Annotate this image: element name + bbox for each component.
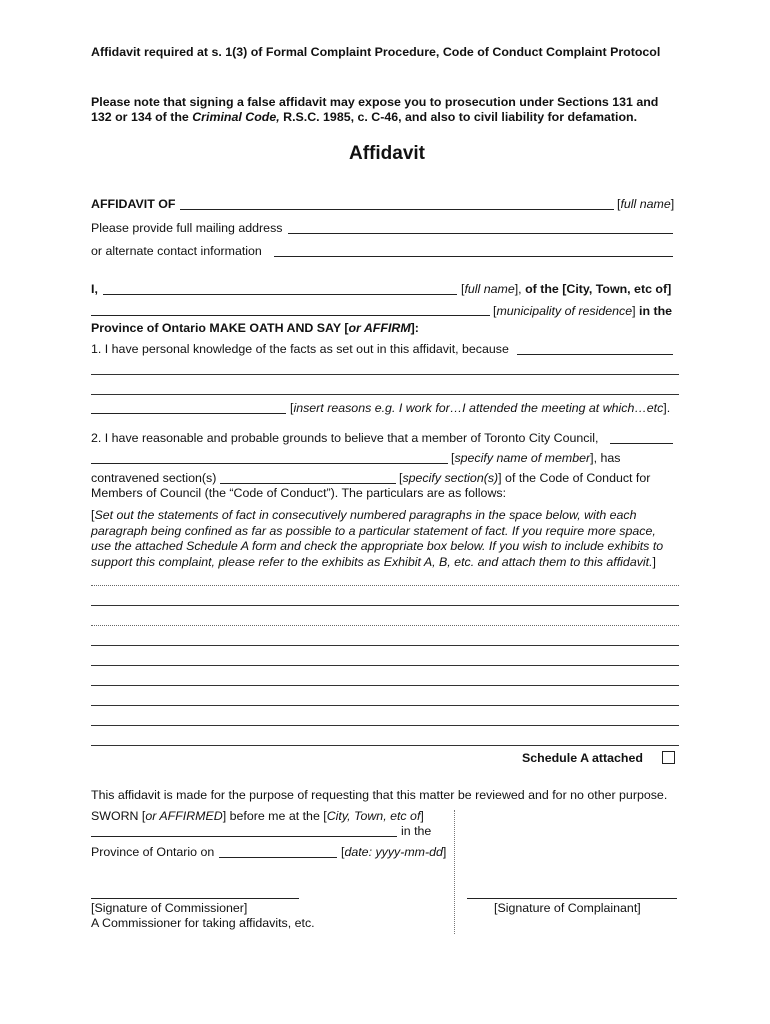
commissioner-note: A Commissioner for taking affidavits, etc. [91,916,315,930]
member-name-field[interactable] [91,463,448,464]
warning-line-1: Please note that signing a false affidavit may expose you to prosecution under Sections 131 and [91,95,659,109]
criminal-code-label: Criminal Code, [192,110,280,124]
requirement-heading: Affidavit required at s. 1(3) of Formal Complaint Procedure, Code of Conduct Complaint Protocol [91,45,661,59]
members-of-council-line: Members of Council (the “Code of Conduct”). The particulars are as follows: [91,486,507,500]
alternate-contact-label: or alternate contact information [91,244,262,258]
para1-line[interactable] [91,394,679,395]
commissioner-signature-field[interactable] [91,898,299,899]
i-label: I, [91,282,98,296]
statement-line[interactable] [91,725,679,726]
para1-field[interactable] [517,354,673,355]
page-title: Affidavit [349,143,425,164]
alternate-contact-field[interactable] [274,256,673,257]
contravened-label: contravened section(s) [91,471,217,485]
municipality-field[interactable] [91,315,490,316]
affidavit-of-label: AFFIDAVIT OF [91,197,176,211]
warning-text-end: R.S.C. 1985, c. C-46, and also to civil liability for defamation. [279,110,638,124]
deponent-name-field[interactable] [103,294,457,295]
reasons-field[interactable] [91,413,286,414]
instructions-text: [Set out the statements of fact in consecutively numbered paragraphs in the space below, with each paragraph being confined as far as possible to a particular statement of fact. If you require more space, use the attached Schedule A form and check the appropriate box below. If you wish to include exhibits to support this complaint, please refer to the exhibits as Exhibit A, B, etc. and attach them to this affidavit.] [91,508,664,569]
statement-line[interactable] [91,605,679,606]
sworn-city-field[interactable] [91,836,397,837]
mailing-address-field[interactable] [288,233,673,234]
purpose-statement: This affidavit is made for the purpose of requesting that this matter be reviewed and for no other purpose. [91,788,668,802]
statement-line[interactable] [91,745,679,746]
para2-text: 2. I have reasonable and probable grounds to believe that a member of Toronto City Council, [91,431,599,445]
mailing-address-label: Please provide full mailing address [91,221,283,235]
sworn-line: SWORN [or AFFIRMED] before me at the [City, Town, etc of] [91,809,424,823]
commissioner-signature-label: [Signature of Commissioner] [91,901,248,915]
complainant-signature-label: [Signature of Complainant] [494,901,641,915]
warning-text: 132 or 134 of the [91,110,193,124]
statement-line[interactable] [91,625,679,626]
sworn-date-field[interactable] [219,857,337,858]
date-hint: [date: yyyy-mm-dd] [341,845,447,859]
province-on-label: Province of Ontario on [91,845,215,859]
statement-line[interactable] [91,685,679,686]
in-the-label: in the [401,824,432,838]
municipality-hint: [municipality of residence] in the [493,304,673,318]
reasons-hint: [insert reasons e.g. I work for…I attended the meeting at which…etc]. [290,401,671,415]
para1-line[interactable] [91,374,679,375]
statement-line[interactable] [91,585,679,586]
complainant-signature-field[interactable] [467,898,677,899]
full-name-hint: [full name] [617,197,675,211]
para2-field[interactable] [610,443,673,444]
statement-line[interactable] [91,665,679,666]
affiant-name-field[interactable] [180,209,614,210]
make-oath-line: Province of Ontario MAKE OATH AND SAY [or AFFIRM]: [91,321,419,335]
schedule-a-checkbox[interactable] [662,751,675,764]
section-hint: [specify section(s)] of the Code of Conduct for [399,471,651,485]
member-name-hint: [specify name of member], has [451,451,621,465]
section-field[interactable] [220,483,396,484]
para1-text: 1. I have personal knowledge of the facts as set out in this affidavit, because [91,342,509,356]
signature-divider [454,810,455,934]
statement-line[interactable] [91,705,679,706]
full-name-city-hint: [full name], of the [City, Town, etc of] [461,282,672,296]
schedule-a-label: Schedule A attached [522,751,643,765]
statement-line[interactable] [91,645,679,646]
warning-line-2 [91,110,637,126]
